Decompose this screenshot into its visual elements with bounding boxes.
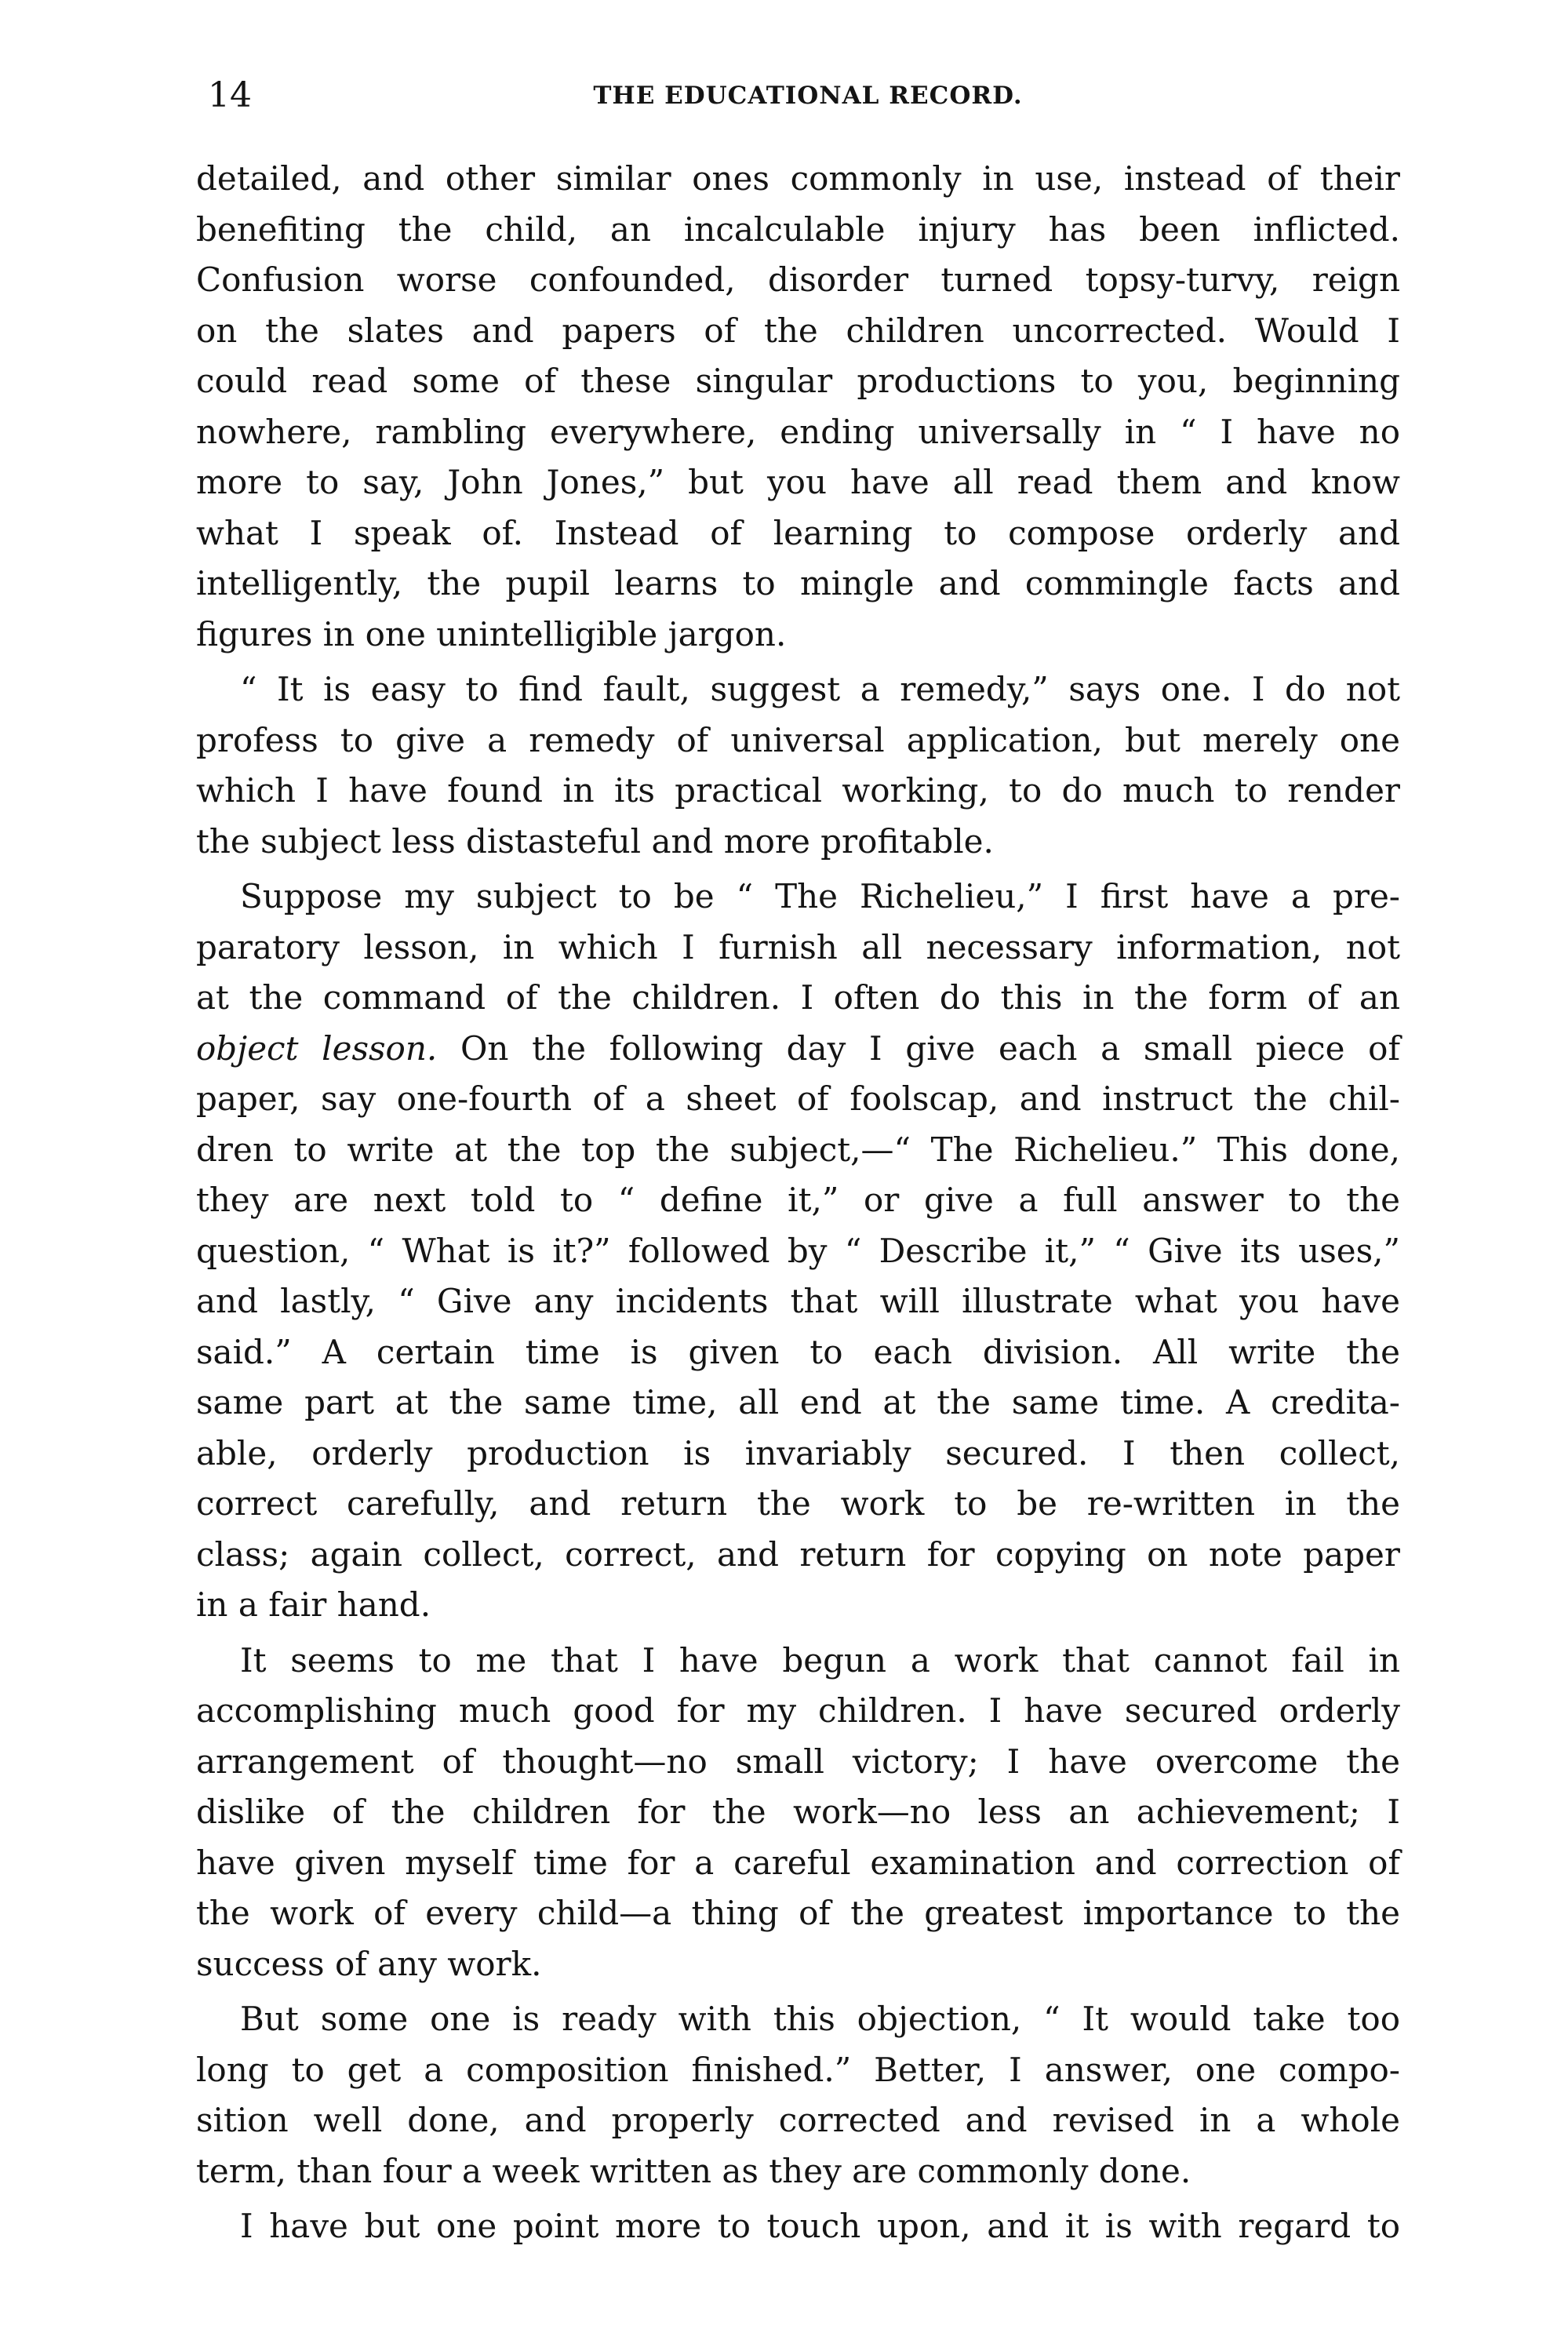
- text-line: It seems to me that I have begun a work that cannot fail in: [240, 1640, 1400, 1680]
- text-line: and lastly, “ Give any incidents that will illustrate what you have: [196, 1282, 1400, 1320]
- text-line: class; again collect, correct, and return for copying on note paper: [196, 1534, 1400, 1574]
- page-header: [208, 72, 1408, 119]
- text-line: success of any work.: [196, 1944, 542, 1983]
- text-line: at the command of the children. I often do this in the form of an: [196, 978, 1400, 1017]
- text-line: I have but one point more to touch upon, and it is with regard to: [240, 2207, 1400, 2245]
- text-line: paratory lesson, in which I furnish all necessary information, not: [196, 927, 1400, 966]
- text-line: question, “ What is it?” followed by “ Describe it,” “ Give its uses,”: [196, 1231, 1400, 1270]
- text-line: could read some of these singular productions to you, beginning: [196, 362, 1400, 400]
- text-line: what I speak of. Instead of learning to compose orderly and: [196, 513, 1400, 552]
- text-line: dislike of the children for the work—no less an achievement; I: [196, 1793, 1400, 1831]
- italic-phrase: object lesson.: [196, 1028, 438, 1068]
- text-line: have given myself time for a careful examination and correction of: [196, 1843, 1400, 1882]
- text-line: Suppose my subject to be “ The Richelieu,” I first have a pre-: [240, 877, 1400, 915]
- text-line: nowhere, rambling everywhere, ending universally in “ I have no: [196, 412, 1400, 451]
- text-line: able, orderly production is invariably secured. I then collect,: [196, 1433, 1400, 1472]
- text-line: more to say, John Jones,” but you have all read them and know: [196, 463, 1400, 501]
- paragraph: [196, 1994, 1400, 2197]
- paragraph: [196, 872, 1400, 1631]
- paragraph: [196, 1636, 1400, 1990]
- text-line: sition well done, and properly corrected and revised in a whole: [196, 2101, 1400, 2139]
- text-line: said.” A certain time is given to each division. All write the: [196, 1332, 1400, 1371]
- paragraph: [196, 2201, 1400, 2252]
- running-title: THE EDUCATIONAL RECORD.: [593, 82, 1023, 110]
- text-line: detailed, and other similar ones commonly in use, instead of their: [196, 159, 1400, 198]
- text-line: dren to write at the top the subject,—“ The Richelieu.” This done,: [196, 1130, 1400, 1169]
- text-line: paper, say one-fourth of a sheet of foolscap, and instruct the chil-: [196, 1079, 1400, 1118]
- text-line: accomplishing much good for my children. I have secured orderly: [196, 1691, 1400, 1730]
- text-line: Confusion worse confounded, disorder turned topsy-turvy, reign: [196, 260, 1400, 299]
- text-line: which I have found in its practical working, to do much to render: [196, 771, 1400, 810]
- text-line: figures in one unintelligible jargon.: [196, 614, 787, 653]
- text-line: “ It is easy to find fault, suggest a remedy,” says one. I do not: [240, 670, 1400, 708]
- text-line: same part at the same time, all end at the same time. A credita-: [196, 1383, 1400, 1421]
- text-line: benefiting the child, an incalculable injury has been inflicted.: [196, 209, 1400, 249]
- body-text: [196, 154, 1400, 2257]
- text-line: arrangement of thought—no small victory; I have overcome the: [196, 1742, 1400, 1781]
- text-line: in a fair hand.: [196, 1585, 431, 1624]
- text-line: object lesson. On the following day I give each a small piece of: [196, 1028, 1400, 1068]
- paragraph: [196, 154, 1400, 660]
- text-line: profess to give a remedy of universal application, but merely one: [196, 720, 1400, 759]
- text-line: intelligently, the pupil learns to mingle and commingle facts and: [196, 564, 1400, 602]
- text-line: on the slates and papers of the children uncorrected. Would I: [196, 311, 1400, 350]
- text-line: correct carefully, and return the work to be re-written in the: [196, 1484, 1400, 1523]
- text-line: they are next told to “ define it,” or give a full answer to the: [196, 1181, 1400, 1219]
- text-line: term, than four a week written as they are commonly done.: [196, 2151, 1191, 2190]
- text-line: long to get a composition finished.” Better, I answer, one compo-: [196, 2050, 1400, 2089]
- paragraph: [196, 664, 1400, 867]
- text-line: But some one is ready with this objection, “ It would take too: [240, 2000, 1400, 2038]
- text-line: the work of every child—a thing of the greatest importance to the: [196, 1894, 1400, 1932]
- page-number: 14: [208, 75, 252, 115]
- text-line: the subject less distasteful and more profitable.: [196, 821, 994, 861]
